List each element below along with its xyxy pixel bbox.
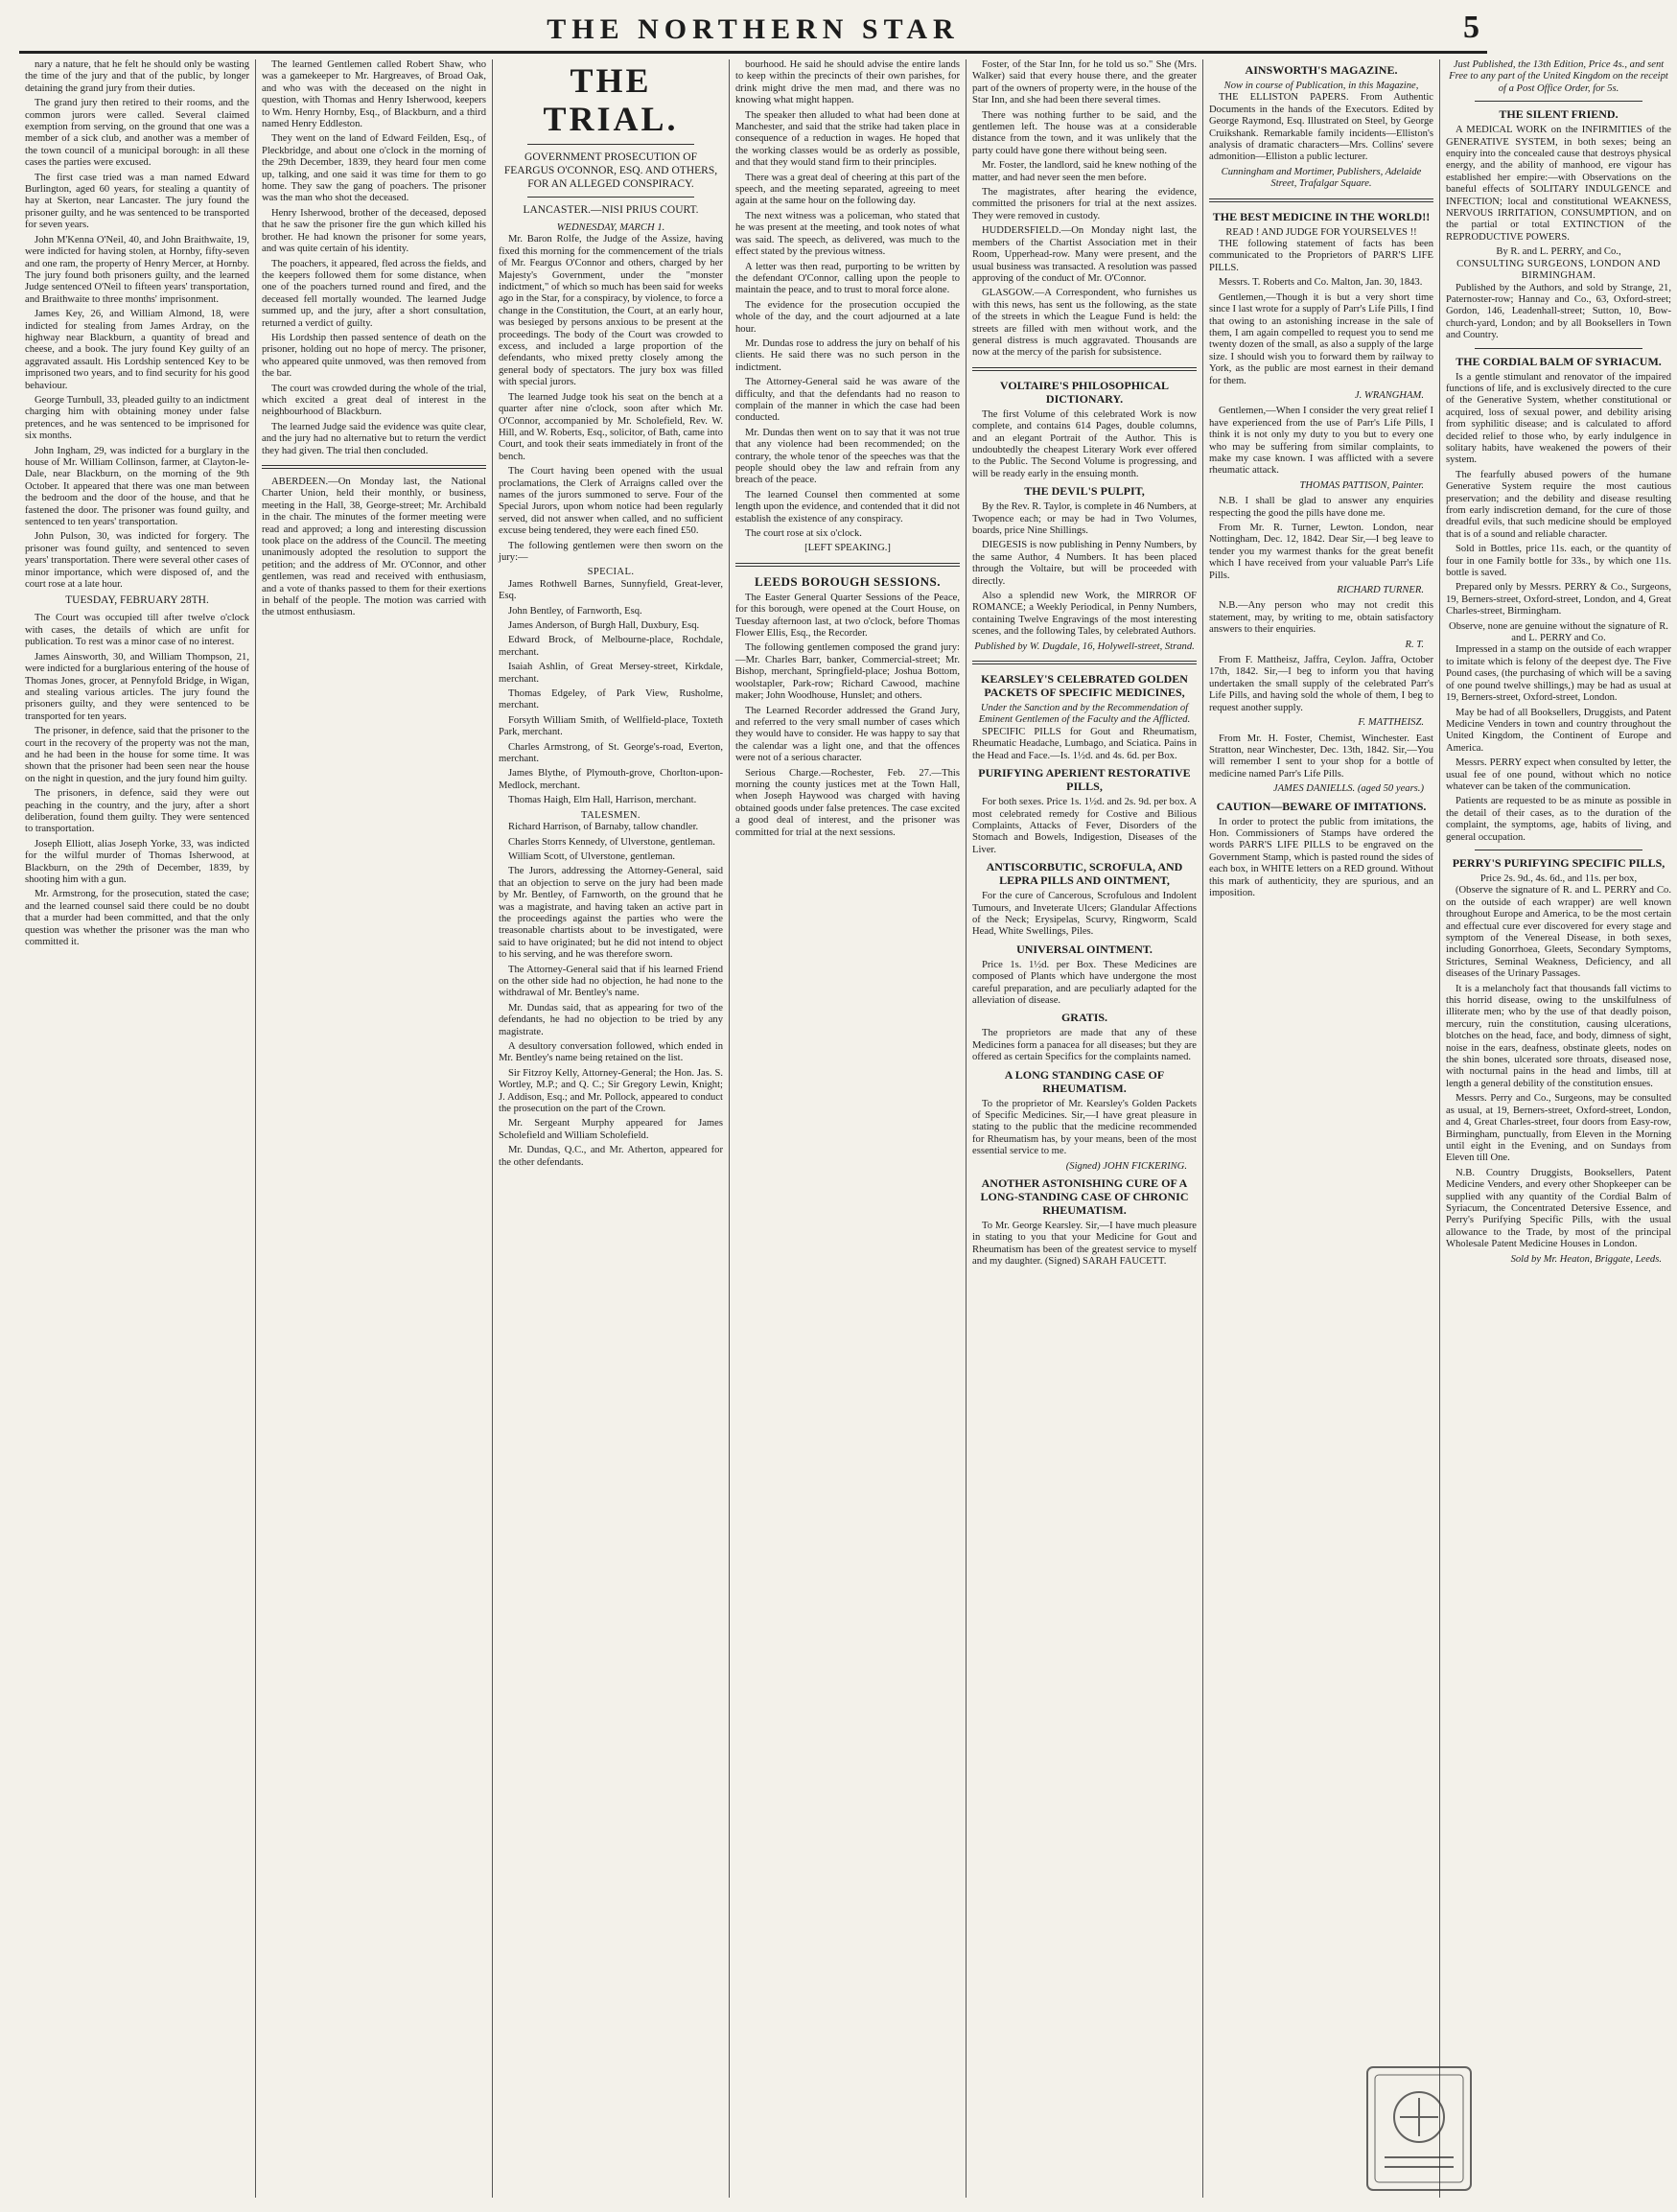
paragraph: Joseph Elliott, alias Joseph Yorke, 33, was indicted for the wilful murder of Thomas Isherwood, at Blackburn, on the 29th of December, 1839, by shooting him with a gun. bbox=[25, 838, 249, 885]
paragraph: A letter was then read, purporting to be written by the defendant O'Connor, calling upon the people to maintain the peace, and to trust to moral force alone. bbox=[735, 261, 960, 296]
paragraph: James Key, 26, and William Almond, 18, were indicted for stealing from James Ardray, on the highway near Blackburn, a quantity of bread and cheese, and a book. The jury found Key guilty of an aggravated assault. His Lordship sentenced Key to be imprisoned two years, and to find security for his good behaviour. bbox=[25, 309, 249, 391]
paragraph: Henry Isherwood, brother of the deceased, deposed that he saw the prisoner fire the gun which killed his brother. He had known the prisoner for some years, and was quite certain of his identity. bbox=[262, 207, 486, 255]
paragraph: The Easter General Quarter Sessions of the Peace, for this borough, were opened at the Court House, on Tuesday afternoon last, at two o'clock, before Thomas Flower Ellis, Esq., the Recorder. bbox=[735, 592, 960, 640]
publisher-line: Cunningham and Mortimer, Publishers, Adelaide Street, Trafalgar Square. bbox=[1221, 166, 1422, 190]
purifying-pills-head: PURIFYING APERIENT RESTORATIVE PILLS, bbox=[978, 766, 1191, 794]
universal-ointment-ad: Price 1s. 1½d. per Box. These Medicines are composed of Plants which have undergone the most careful preparation, and are peculiarly adapted for the alleviation of disease. bbox=[972, 959, 1197, 1006]
note: N.B. I shall be glad to answer any enquiries respecting the good the pills have done me. bbox=[1209, 496, 1433, 519]
testimonial: To Mr. George Kearsley. Sir,—I have much pleasure in stating to you that your Medicine for Gout and Rheumatism has been of the greatest service to myself and my daughter. (Signed) SARAH FAUCETT. bbox=[972, 1221, 1197, 1268]
juror: Edward Brock, of Melbourne-place, Rochdale, merchant. bbox=[499, 635, 723, 658]
cordial-balm-ad: Is a gentle stimulant and renovator of the impaired functions of life, and is exclusively directed to the cure of the Generative System, whether constitutional or acquired, loss of sexual power, and debility arising from syphilitic disease; and is calculated to afford decided relief to those who, by early indulgence in solitary habits, have weakened the powers of their system. bbox=[1446, 371, 1671, 466]
testimonial: Gentlemen,—Though it is but a very short time since I last wrote for a supply of Parr's Life Pills, I find that owing to an astonishing increase in the sale of them, I am again compelled to request you to send me twenty dozen of the small, as also a supply of the large size. I should wish you to forward them by railway to York, as the public are most earnest in their demand for them. bbox=[1209, 291, 1433, 386]
juror: James Rothwell Barnes, Sunnyfield, Great-lever, Esq. bbox=[499, 578, 723, 602]
divider bbox=[1209, 198, 1433, 202]
paragraph: Serious Charge.—Rochester, Feb. 27.—This morning the county justices met at the Town Hall, when Joseph Haywood was charged with having obtained goods under false pretences. The case excited a good deal of interest, and the prisoner was committed for trial at the next sessions. bbox=[735, 767, 960, 838]
paragraph: The Attorney-General said he was aware of the difficulty, and that the defendants had no reason to complain of the manner in which the case had been conducted. bbox=[735, 377, 960, 424]
paragraph: Published by the Authors, and sold by Strange, 21, Paternoster-row; Hannay and Co., 63, Oxford-street; Gordon, 146, Leadenhall-street; Sutton, 10, Bow-church-yard, London; and by all Booksellers in Town and Country. bbox=[1446, 282, 1671, 341]
diegesis-ad: DIEGESIS is now publishing in Penny Numbers, by the same Author, 4 Numbers. It has been placed through the Voltaire, but will be proceeded with directly. bbox=[972, 540, 1197, 587]
paragraph: The Jurors, addressing the Attorney-General, said that an objection to serve on the jury had been made by Mr. Bentley, of Farnworth, on the ground that he was a magistrate, and having taken an active part in the proceedings against the parties who were the treasonable chartists about to be investigated, were said to have originated; but he did not intend to object to his serving, and he was therefore sworn. bbox=[499, 866, 723, 961]
paragraph: THE following statement of facts has been communicated to the Proprietors of PARR'S LIFE PILLS. bbox=[1209, 239, 1433, 273]
signature: RICHARD TURNER. bbox=[1337, 585, 1424, 596]
divider bbox=[1475, 348, 1642, 349]
antiscorbutic-ad: For the cure of Cancerous, Scrofulous and Indolent Tumours, and Inveterate Ulcers; Glandular Affections of the Neck; Erysipelas, Scurvy, Ringworm, Scald Head, White Swellings, Piles. bbox=[972, 891, 1197, 938]
left-speaking: [LEFT SPEAKING.] bbox=[804, 543, 891, 554]
paragraph: The learned Judge said the evidence was quite clear, and the jury had no alternative but to return the verdict they had given. The trial then concluded. bbox=[262, 421, 486, 456]
signature: F. MATTHEISZ. bbox=[1358, 717, 1424, 729]
testimonial-head: ANOTHER ASTONISHING CURE OF A LONG-STANDING CASE OF CHRONIC RHEUMATISM. bbox=[980, 1176, 1189, 1218]
paragraph: Sir Fitzroy Kelly, Attorney-General; the Hon. Jas. S. Wortley, M.P.; and Q. C.; Sir Gregory Lewin, Knight; J. Addison, Esq.; and Mr. Pollock, appeared to conduct the prosecution on the part of the Crown. bbox=[499, 1067, 723, 1115]
purifying-pills-ad: For both sexes. Price 1s. 1½d. and 2s. 9d. per box. A most celebrated remedy for Costive and Bilious Complaints, Attacks of Fever, Disorders of the Stomach and Bowels, Indigestion, Diseases of the Liver. bbox=[972, 797, 1197, 855]
paragraph: James Ainsworth, 30, and William Thompson, 21, were indicted for a burglarious entering of the house of Thomas Jones, grocer, at Pennyfold Bridge, in Wigan, and stealing various articles. The jury found the prisoners guilty, and they were sentenced to be transported for ten years. bbox=[25, 651, 249, 722]
paragraph: There was a great deal of cheering at this part of the speech, and the meeting separated, agreeing to meet again at the same hour on the following day. bbox=[735, 172, 960, 207]
paragraph: The Attorney-General said that if his learned Friend on the other side had no objection, he had none to the withdrawal of Mr. Bentley's name. bbox=[499, 964, 723, 999]
paragraph: Mr. Foster, the landlord, said he knew nothing of the matter, and had never seen the men before. bbox=[972, 160, 1197, 183]
best-medicine-head: THE BEST MEDICINE IN THE WORLD!! bbox=[1212, 209, 1431, 223]
paragraph: The fearfully abused powers of the humane Generative System require the most cautious preservation; and the debility and disease resulting from early indiscretion demand, for the cure of those dreadful evils, that such medicine should be employed that is of a sound and reliable character. bbox=[1446, 469, 1671, 540]
paragraph: The speaker then alluded to what had been done at Manchester, and said that the strike had taken place in consequence of a reduction in wages. He hoped that the working classes would be as orderly as possible, and that they would stand firm to their principles. bbox=[735, 109, 960, 169]
court-name: LANCASTER.—NISI PRIUS COURT. bbox=[523, 204, 699, 216]
universal-ointment-head: UNIVERSAL OINTMENT. bbox=[1016, 942, 1153, 956]
paragraph: Sold in Bottles, price 11s. each, or the quantity of four in one Family bottle for 33s., by which one 11s. bottle is saved. bbox=[1446, 544, 1671, 579]
paragraph: The court was crowded during the whole of the trial, which excited a great deal of interest in the neighbourhood of Blackburn. bbox=[262, 383, 486, 418]
juror: Thomas Haigh, Elm Hall, Harrison, merchant. bbox=[508, 795, 697, 806]
paragraph: Mr. Armstrong, for the prosecution, stated the case; and the learned counsel said there could be no doubt that a murder had been committed, and that the only question was whether the prisoner was the man who committed it. bbox=[25, 889, 249, 948]
paragraph: Mr. Dundas then went on to say that it was not true that any violence had been recommended; on the contrary, the whole tenor of the speeches was that the people should obey the law and refrain from any breach of the peace. bbox=[735, 427, 960, 486]
price-line: Price 2s. 9d., 4s. 6d., and 11s. per box, bbox=[1479, 873, 1638, 884]
paragraph: John Ingham, 29, was indicted for a burglary in the house of Mr. William Collinson, farmer, at Clayton-le-Dale, near Blackburn, on the morning of the 9th October. It appeared that there was one man between the bedroom and the door of the house, and that he fastened the door. The prisoner was found guilty, and sentenced to ten years' transportation. bbox=[25, 445, 249, 528]
glasgow-report: GLASGOW.—A Correspondent, who furnishes us with this news, has sent us the following, as the state of the streets in which the League Fund is held: the streets are filled with men without work, and the general distress is much aggravated. Thousands are now at the mercy of the parish for subsistence. bbox=[972, 288, 1197, 359]
caution-head: CAUTION—BEWARE OF IMITATIONS. bbox=[1216, 799, 1427, 813]
paragraph: The prisoner, in defence, said that the prisoner to the court in the recovery of the property was not the man, and he had been in the house for some time. It was shown that the prisoner had been seen near the house on the night in question, and the jury found him guilty. bbox=[25, 726, 249, 784]
paragraph: The Learned Recorder addressed the Grand Jury, and referred to the very small number of cases which they would have to consider. He was happy to say that the calendar was a light one, and that the offences were not of a serious character. bbox=[735, 705, 960, 764]
paragraph: The first case tried was a man named Edward Burlington, aged 60 years, for stealing a quantity of hay at Skerton, near Lancaster. The jury found the prisoner guilty, and he was sentenced to be transported for seven years. bbox=[25, 172, 249, 231]
juror: James Blythe, of Plymouth-grove, Chorlton-upon-Medlock, merchant. bbox=[499, 768, 723, 791]
paragraph: nary a nature, that he felt he should only be wasting the time of the jury and that of the public, by longer detaining the grand jury from their duties. bbox=[25, 59, 249, 94]
masthead bbox=[19, 10, 1487, 54]
paragraph: Messrs. Perry and Co., Surgeons, may be consulted as usual, at 19, Berners-street, Oxford-street, London, and 4, Great Charles-street, four doors from Easy-row, Birmingham, punctually, from Eleven in the Morning until eight in the Evening, and on Sundays from Eleven till One. bbox=[1446, 1093, 1671, 1164]
section-date: TUESDAY, FEBRUARY 28TH. bbox=[65, 594, 209, 607]
paragraph: The court rose at six o'clock. bbox=[745, 528, 862, 540]
aberdeen-report: ABERDEEN.—On Monday last, the National Charter Union, held their monthly, or business, meeting in the Hall, 38, George-street; Mr. Archibald in the chair. The minutes of the former meeting were read and approved; a long and interesting discussion took place on the address of the Council. The meeting unanimously adopted the resolution to support the petition; and the address of Mr. O'Connor, and other gentlemen, was read and received with enthusiasm, and a vote of thanks passed to them for their exertions in behalf of the people. The motion was carried with the utmost enthusiasm. bbox=[262, 477, 486, 618]
column-3 bbox=[493, 59, 730, 2198]
paragraph: Prepared only by Messrs. PERRY & Co., Surgeons, 19, Berners-street, Oxford-street, London, and 4, Great Charles-street, Birmingham. bbox=[1446, 582, 1671, 617]
paragraph: The Court having been opened with the usual proclamations, the Clerk of Arraigns called over the names of the jurors summoned to serve. Four of the Special Jurors, upon whom notice had been regularly served, did not answer when called, and no sufficient excuse being tendered, they were each fined £50. bbox=[499, 466, 723, 537]
paragraph: John Pulson, 30, was indicted for forgery. The prisoner was found guilty, and sentenced to seven years' transportation. There were several other cases of minor importance, which were disposed of, and the court rose at a late hour. bbox=[25, 531, 249, 591]
purifying-pills-head: PERRY'S PURIFYING SPECIFIC PILLS, bbox=[1452, 855, 1665, 870]
testimonial: From Mr. R. Turner, Lewton. London, near Nottingham, Dec. 12, 1842. Dear Sir,—I beg leave to tender you my warmest thanks for the great benefit which I have received from your valuable Parr's Life Pills. bbox=[1209, 523, 1433, 581]
paragraph: Mr. Sergeant Murphy appeared for James Scholefield and William Scholefield. bbox=[499, 1118, 723, 1141]
paragraph: Mr. Dundas said, that as appearing for two of the defendants, he had no objection to be tried by any magistrate. bbox=[499, 1002, 723, 1037]
talesman: Charles Storrs Kennedy, of Ulverstone, gentleman. bbox=[508, 836, 715, 848]
paragraph: The learned Gentlemen called Robert Shaw, who was a gamekeeper to Mr. Hargreaves, of Broad Oak, and who was with the deceased on the night in question, with Thomas and Henry Isherwood, keepers to Wm. Henry Hornby, Esq., of Blackburn, and a third named Henry Eddleston. bbox=[262, 59, 486, 130]
page-number: 5 bbox=[1463, 10, 1479, 45]
paragraph: The learned Judge took his seat on the bench at a quarter after nine o'clock, soon after which Mr. O'Connor, accompanied by Mr. Scholefield, Rev. W. Hill, and W. Roberts, Esq., solicitor, of Bath, came into Court, and took their seats immediately in front of the bench. bbox=[499, 391, 723, 462]
paragraph: The following gentlemen composed the grand jury:—Mr. Charles Barr, banker, Commercial-street; Mr. Bishop, merchant, Springfield-place; Joshua Bottom, woolstapler, Park-row; Richard Cawood, machine maker; John Woodhouse, Hunslet; and others. bbox=[735, 642, 960, 702]
column-4 bbox=[730, 59, 967, 2198]
silent-friend-head: THE SILENT FRIEND. bbox=[1499, 107, 1619, 122]
signature: THOMAS PATTISON, Painter. bbox=[1299, 479, 1424, 491]
paragraph: There was nothing further to be said, and the gentlemen left. The house was at a considerable distance from the town, and it was unlikely that the party could have gone there without being seen. bbox=[972, 109, 1197, 156]
talesman: William Scott, of Ulverstone, gentleman. bbox=[508, 850, 676, 862]
authors-line: By R. and L. PERRY, and Co., bbox=[1496, 246, 1621, 258]
juror: Forsyth William Smith, of Wellfield-place, Toxteth Park, merchant. bbox=[499, 714, 723, 738]
page-columns bbox=[19, 59, 1671, 2198]
edition-notice: Just Published, the 13th Edition, Price 4s., and sent Free to any part of the United Kingdom on the receipt of a Post Office Order, for 5s. bbox=[1449, 59, 1668, 94]
divider bbox=[262, 465, 486, 469]
ainsworth-subhead: Now in course of Publication, in this Magazine, bbox=[1223, 81, 1419, 91]
silent-friend-ad: A MEDICAL WORK on the INFIRMITIES of the GENERATIVE SYSTEM, in both sexes; being an enquiry into the concealed cause that destroys physical energy, and the ability of manhood, ere vigour has established her empire:—with Observations on the baneful effects of SOLITARY INDULGENCE and INFECTION; local and constitutional WEAKNESS, NERVOUS IRRITATION, CONSUMPTION, and on the partial or total EXTINCTION of the REPRODUCTIVE POWERS. bbox=[1446, 125, 1671, 243]
juror: James Anderson, of Burgh Hall, Duxbury, Esq. bbox=[508, 620, 700, 631]
column-7 bbox=[1440, 59, 1677, 2198]
paragraph: Mr. Dundas rose to address the jury on behalf of his clients. He said there was no such person in the indictment. bbox=[735, 338, 960, 373]
column-5 bbox=[967, 59, 1203, 2198]
voltaire-ad: The first Volume of this celebrated Work is now complete, and contains 614 Pages, double columns, and an elegant Portrait of the Author. This is undoubtedly the cheapest Literary Work ever offered to the Public. The Second Volume is progressing, and will be ready early in the ensuing month. bbox=[972, 408, 1197, 479]
divider bbox=[1475, 101, 1642, 102]
kearsley-ad-head: KEARSLEY'S CELEBRATED GOLDEN PACKETS OF SPECIFIC MEDICINES, bbox=[981, 672, 1188, 700]
testimonial: To the proprietor of Mr. Kearsley's Golden Packets of Specific Medicines. Sir,—I have great pleasure in stating to the public that the medicine recommended for Rheumatism has, by your means, been of the most essential service to me. bbox=[972, 1098, 1197, 1157]
stamp-seal-icon bbox=[1362, 2061, 1477, 2196]
antiscorbutic-head: ANTISCORBUTIC, SCROFULA, AND LEPRA PILLS AND OINTMENT, bbox=[986, 860, 1183, 888]
paragraph: His Lordship then passed sentence of death on the prisoner, holding out no hope of mercy. The prisoner, who appeared quite unmoved, was then removed from the bar. bbox=[262, 332, 486, 380]
trial-subhead: GOVERNMENT PROSECUTION OF FEARGUS O'CONNOR, ESQ. AND OTHERS, FOR AN ALLEGED CONSPIRACY. bbox=[503, 151, 718, 190]
devils-pulpit-head: THE DEVIL'S PULPIT, bbox=[1024, 484, 1145, 499]
juror: Charles Armstrong, of St. George's-road, Everton, merchant. bbox=[499, 741, 723, 765]
column-2 bbox=[256, 59, 493, 2198]
testimonial: From F. Mattheisz, Jaffra, Ceylon. Jaffra, October 17th, 1842. Sir,—I beg to inform you that having undertaken the small supply of the celebrated Parr's Life Pills, and having sold the whole of them, I beg to request another supply. bbox=[1209, 655, 1433, 713]
caution-text: In order to protect the public from imitations, the Hon. Commissioners of Stamps have ordered the words PARR'S LIFE PILLS to be engraved on the Government Stamp, which is pasted round the sides of each box, in WHITE letters on a RED ground. Without this mark of authenticity, they are spurious, and an imposition. bbox=[1209, 816, 1433, 898]
paragraph: Impressed in a stamp on the outside of each wrapper to imitate which is felony of the deepest dye. The Five Pound cases, (the purchasing of which will be a saving of one pound twelve shillings,) may be had as usual at 19, Berners-street, Oxford-street, London. bbox=[1446, 644, 1671, 704]
column-1 bbox=[19, 59, 256, 2198]
paragraph: N.B. Country Druggists, Booksellers, Patent Medicine Venders, and every other Shopkeeper can be supplied with any quantity of the Cordial Balm of Syriacum, the Concentrated Detersive Essence, and Perry's Purifying Specific Pills, with the usual allowance to the Trade, by most of the principal Wholesale Patent Medicine Houses in London. bbox=[1446, 1167, 1671, 1250]
paragraph: Mr. Dundas, Q.C., and Mr. Atherton, appeared for the other defendants. bbox=[499, 1145, 723, 1168]
paragraph: A desultory conversation followed, which ended in Mr. Bentley's name being retained on the list. bbox=[499, 1041, 723, 1064]
kearsley-subhead: Under the Sanction and by the Recommendation of Eminent Gentlemen of the Faculty and the Afflicted. bbox=[978, 703, 1191, 726]
paragraph: The learned Counsel then commented at some length upon the evidence, and contended that it did not establish the existence of any conspiracy. bbox=[735, 489, 960, 524]
divider bbox=[972, 661, 1197, 664]
juror: Thomas Edgeley, of Park View, Rusholme, merchant. bbox=[499, 688, 723, 711]
paragraph: bourhood. He said he should advise the entire lands to keep within the precincts of their own parishes, for drink might drive the men mad, and there was no knowing what might happen. bbox=[735, 59, 960, 106]
newspaper-title: THE NORTHERN STAR bbox=[547, 13, 960, 45]
paragraph: Messrs. PERRY expect when consulted by letter, the usual fee of one pound, without which no notice whatever can be taken of the communication. bbox=[1446, 757, 1671, 792]
observe-line: Observe, none are genuine without the signature of R. and L. PERRY and Co. bbox=[1449, 620, 1668, 644]
masthead-rule bbox=[19, 51, 1487, 54]
divider bbox=[527, 197, 694, 198]
talesman: Richard Harrison, of Barnaby, tallow chandler. bbox=[508, 822, 699, 833]
paragraph: John M'Kenna O'Neil, 40, and John Braithwaite, 19, were indicted for having stolen, at Hornby, fifty-seven and one ram, the property of Henry Mercer, at Hornby. The jury found both prisoners guilty, and the learned Judge sentenced O'Neil to fifteen years' transportation, and Braithwaite to three months' imprisonment. bbox=[25, 234, 249, 305]
headline-the-trial: THE TRIAL. bbox=[543, 61, 679, 138]
paragraph: The prisoners, in defence, said they were out peaching in the country, and the jury, after a short deliberation, found them guilty. They were sentenced to transportation. bbox=[25, 788, 249, 835]
divider bbox=[527, 144, 694, 145]
cordial-balm-head: THE CORDIAL BALM OF SYRIACUM. bbox=[1456, 354, 1662, 368]
paragraph: The magistrates, after hearing the evidence, committed the prisoners for trial at the next assizes. They were removed in custody. bbox=[972, 187, 1197, 221]
paragraph: They went on the land of Edward Feilden, Esq., of Pleckbridge, and about one o'clock in the morning of the 29th December, 1839, they heard four men come up, talking, and one said it was time for them to go home. They saw the gang of poachers. The prisoner was the man who shot the deceased. bbox=[262, 133, 486, 204]
paragraph: The poachers, it appeared, fled across the fields, and the keepers followed them for some distance, when one of the poachers turned round and fired, and the deceased fell mortally wounded. The learned Judge summed up, and the jury, after a short consultation, returned a verdict of guilty. bbox=[262, 258, 486, 329]
signature: J. WRANGHAM. bbox=[1354, 389, 1424, 401]
testimonial: From Mr. H. Foster, Chemist, Winchester. East Stratton, near Winchester, Dec. 13th, 1842. Sir,—You will remember I sent to your shop for a bottle of medicine named Parr's Life Pills. bbox=[1209, 733, 1433, 780]
paragraph: Messrs. T. Roberts and Co. Malton, Jan. 30, 1843. bbox=[1219, 277, 1423, 289]
consulting-line: CONSULTING SURGEONS, LONDON AND BIRMINGHAM. bbox=[1456, 258, 1661, 282]
juror: Isaiah Ashlin, of Great Mersey-street, Kirkdale, merchant. bbox=[499, 662, 723, 685]
elliston-papers-ad: THE ELLISTON PAPERS. From Authentic Documents in the hands of the Executors. Edited by George Raymond, Esq. Illustrated on Steel, by George Cruikshank. Remarkable family incidents—Elliston's analysis of dramatic characters—Mrs. Collins' severe admonition—Elliston a public lecturer. bbox=[1209, 92, 1433, 163]
paragraph: The evidence for the prosecution occupied the whole of the day, and the court adjourned at a late hour. bbox=[735, 299, 960, 335]
paragraph: Foster, of the Star Inn, for he told us so." She (Mrs. Walker) said that every house there, and the greater part of the owners of property were, in the house of the Star Inn, and she had been there several times. bbox=[972, 59, 1197, 106]
paragraph: The following gentlemen were then sworn on the jury:— bbox=[499, 540, 723, 563]
talesmen-head: TALESMEN. bbox=[581, 809, 641, 821]
note: N.B.—Any person who may not credit this statement, may, by writing to me, obtain satisfactory answers to their enquiries. bbox=[1209, 600, 1433, 636]
paragraph: May be had of all Booksellers, Druggists, and Patent Medicine Venders in town and country throughout the United Kingdom, the Continent of Europe and America. bbox=[1446, 707, 1671, 754]
divider bbox=[735, 563, 960, 567]
trial-date: WEDNESDAY, MARCH 1. bbox=[556, 222, 665, 233]
paragraph: The grand jury then retired to their rooms, and the common jurors were called. Several claimed exemption from serving, on the ground that one was a member of a sick club, and another was a member of the town council of a municipal borough: in all these cases the parties were excused. bbox=[25, 98, 249, 169]
signature: R. T. bbox=[1405, 639, 1424, 650]
divider bbox=[972, 367, 1197, 371]
voltaire-ad-head: VOLTAIRE'S PHILOSOPHICAL DICTIONARY. bbox=[999, 378, 1170, 406]
publisher-line: Published by W. Dugdale, 16, Holywell-street, Strand. bbox=[974, 640, 1195, 652]
paragraph: Mr. Baron Rolfe, the Judge of the Assize, having fixed this morning for the commencement of the trials of Mr. Feargus O'Connor and others, charged by her Majesty's Government, under the "monster indictment," of which so much has been said for weeks ago in the Star, for a conspiracy, by violence, to force a change in the Constitution, the Court, at an early hour, was besieged by persons anxious to be present at the proceedings. The body of the Court was crowded to excess, and included a large proportion of the defendants, who mixed pretty closely among the general body of spectators. The jury box was filled with special jurors. bbox=[499, 234, 723, 388]
sold-by-line: Sold by Mr. Heaton, Briggate, Leeds. bbox=[1510, 1253, 1662, 1265]
juror: John Bentley, of Farnworth, Esq. bbox=[508, 605, 642, 617]
ainsworth-head: AINSWORTH'S MAGAZINE. bbox=[1245, 63, 1398, 77]
huddersfield-report: HUDDERSFIELD.—On Monday night last, the members of the Chartist Association met in their Room, Upperhead-row. Many were present, and the usual business was transacted. A resolution was passed approving of the conduct of Mr. O'Connor. bbox=[972, 225, 1197, 284]
gratis-text: The proprietors are made that any of these Medicines form a panacea for all diseases; but they are offered as certain Specifics for the complaints named. bbox=[972, 1028, 1197, 1063]
purifying-pills-ad: (Observe the signature of R. and L. PERRY and Co. on the outside of each wrapper) are well known throughout Europe and America, to be the most certain and effectual cure ever discovered for every stage and symptom of the Venereal Disease, in both sexes, including Gonorrhoea, Gleets, Secondary Symptoms, Strictures, Seminal Weakness, Deficiency, and all diseases of the Urinary Passages. bbox=[1446, 885, 1671, 980]
paragraph: George Turnbull, 33, pleaded guilty to an indictment charging him with obtaining money under false pretences, and he was sentenced to be imprisoned for six months. bbox=[25, 394, 249, 442]
specific-pills-ad: SPECIFIC PILLS for Gout and Rheumatism, Rheumatic Headache, Lumbago, and Sciatica. Pains in the Head and Face.—Is. 1½d. and 4s. 6d. per Box. bbox=[972, 726, 1197, 761]
best-medicine-sub: READ ! AND JUDGE FOR YOURSELVES !! bbox=[1225, 226, 1417, 238]
signature: JAMES DANIELLS. (aged 50 years.) bbox=[1272, 783, 1424, 795]
testimonial-head: A LONG STANDING CASE OF RHEUMATISM. bbox=[1004, 1067, 1165, 1095]
signature: (Signed) JOHN FICKERING. bbox=[1065, 1160, 1187, 1172]
leeds-sessions-head: LEEDS BOROUGH SESSIONS. bbox=[755, 573, 941, 589]
testimonial: Gentlemen,—When I consider the very great relief I have experienced from the use of Parr's Life Pills, I think it is not only my duty to you but to every one who may be suffering from similar complaints, to make my case known. I was afflicted with a severe rheumatic attack. bbox=[1209, 406, 1433, 477]
special-jurors-head: SPECIAL. bbox=[587, 567, 635, 578]
paragraph: The next witness was a policeman, who stated that he was present at the meeting, and took notes of what was said. The speech, as delivered, was much to the effect stated by the previous witness. bbox=[735, 210, 960, 258]
devils-pulpit-ad: By the Rev. R. Taylor, is complete in 46 Numbers, at Twopence each; or may be had in Two Volumes, boards, price Nine Shillings. bbox=[972, 501, 1197, 536]
paragraph: It is a melancholy fact that thousands fall victims to this horrid disease, owing to the unskilfulness of illiterate men; who by the use of that deadly poison, mercury, ruin the constitution, causing ulcerations, blotches on the head, face, and body, dimness of sight, noise in the ears, deafness, obstinate gleets, nodes on the shin bones, ulcerated sore throats, diseased nose, with nocturnal pains in the head and limbs, till at length a general debility of the constitution ensues. bbox=[1446, 983, 1671, 1089]
paragraph: The Court was occupied till after twelve o'clock with cases, the details of which are unfit for publication. To rest was a minor case of no interest. bbox=[25, 613, 249, 648]
mirror-ad: Also a splendid new Work, the MIRROR OF ROMANCE; a Weekly Periodical, in Penny Numbers, containing Twelve Engravings of the most interesting scenes, and the following Tales, by celebrated Authors. bbox=[972, 591, 1197, 638]
paragraph: Patients are requested to be as minute as possible in the detail of their cases, as to the duration of the complaint, the symptoms, age, habits of living, and general occupation. bbox=[1446, 796, 1671, 843]
column-6 bbox=[1203, 59, 1440, 2198]
gratis-head: GRATIS. bbox=[1060, 1011, 1108, 1025]
